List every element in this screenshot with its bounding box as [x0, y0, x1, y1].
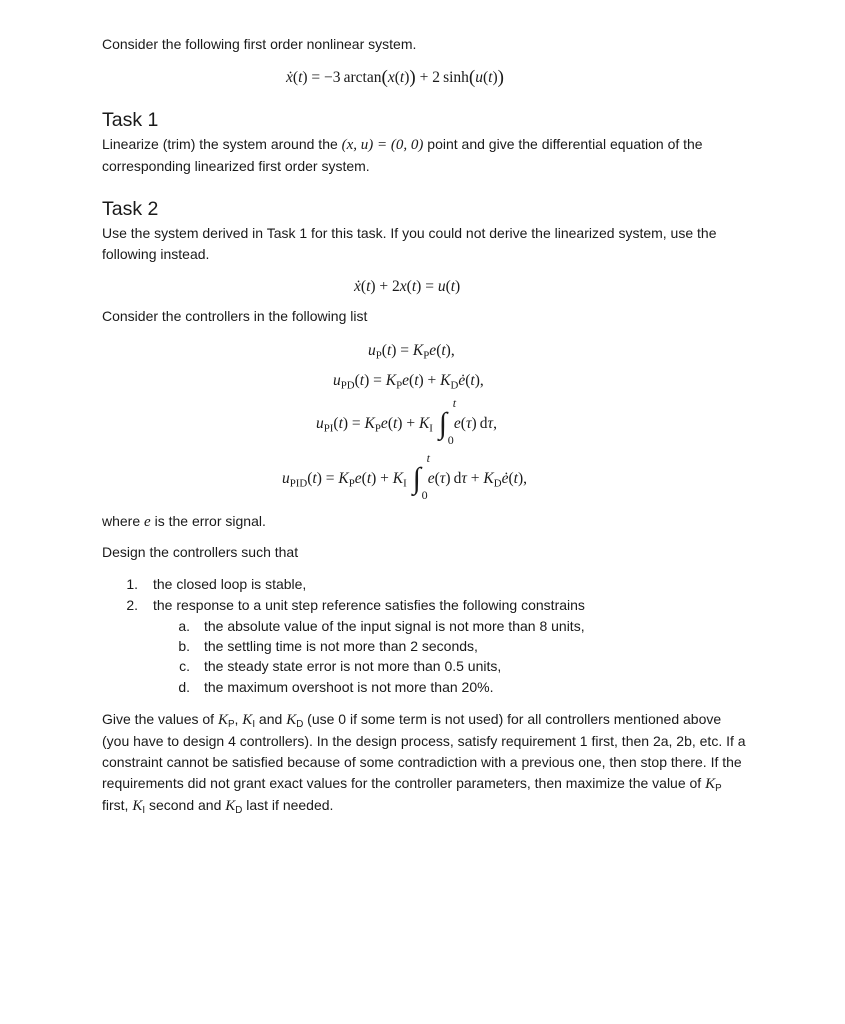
final-instructions: Give the values of $K_P$, $K_I$ and $K_D$ (use 0 if some term is not used) for all controllers mentioned above (you have to design 4 controllers). In the design process, satisfy requirement 1 first, then 2a, 2b, etc. If a constraint cannot be satisfied because of some contradiction with a previous one, then stop there. If the requirements did not grant exact values for the controller parameters, then maximize the value of $K_P$ first, $K_I$ second and $K_D$ last if needed. [102, 711, 746, 816]
nonlinear-equation: ẋ(t) = −3 arctan(x(t)) + 2 sinh(u(t)) [286, 67, 504, 88]
document-page: Consider the following first order nonlinear system. ẋ(t) = −3 arctan(x(t)) + 2 sinh(u(t)) Task 1 Linearize (trim) the system around the (x, u) = (0, 0) point and give the differential equation of the corresponding linearized first order system. Task 2 Use the system derived in Task 1 for this task. If you could not derive the linearized system, use the following instead. ẋ(t) + 2x(t) = u(t) Consider the controllers in the following list $u_P(t) = K_Pe(t)$, $u_{PD}(t) = K_Pe(t)$ + $K_Dė(t)$, $u_{PI}(t) = K_Pe(t) + K_I$ ∫ t 0 e(τ) dτ, $u_{PID}(t) = K_Pe(t) + K_I$ ∫ t 0 e(τ) $d\tau + K_Dė(t)$, where e is the error signal. Design the controllers such that 1. the closed loop is stable, 2. the response to a unit step reference satisfies the following constrains a. the absolute value of the input signal is not more than 8 units, b. the settling time is not more than 2 seconds, c. the steady state error is not more than 0.5 units, d. the maximum overshoot is not more than 20%. Give the values of $K_P$, $K_I$ and $K_D$ (use 0 if some term is not used) for all controllers mentioned above (you have to design 4 controllers). In the design process, satisfy requirement 1 first, then 2a, 2b, etc. If a constraint cannot be satisfied because of some contradiction with a previous one, then stop there. If the requirements did not grant exact values for the controller parameters, then maximize the value of $K_P$ first, $K_I$ second and $K_D$ last if needed. [0, 0, 845, 1024]
task2-text: Use the system derived in Task 1 for this task. If you could not derive the linearized system, use the following instead. [102, 225, 717, 262]
intro-text: Consider the following first order nonlinear system. [102, 36, 417, 52]
design-intro: Design the controllers such that [102, 544, 299, 560]
task1-text: Linearize (trim) the system around the (x, u) = (0, 0) point and give the differential equation of the corresponding linearized first order system. [102, 136, 703, 174]
pi-controller-equation: $u_{PI}(t) = K_Pe(t) + K_I$ ∫ t 0 e(τ) dτ, [316, 396, 497, 448]
pid-controller-equation: $u_{PID}(t) = K_Pe(t) + K_I$ ∫ t 0 e(τ) $d\tau + K_Dė(t)$, [282, 451, 528, 503]
task2-heading: Task 2 [102, 198, 159, 220]
trim-point: (x, u) = (0, 0) [341, 137, 424, 153]
error-signal-note: where e is the error signal. [102, 513, 266, 530]
task1-heading: Task 1 [102, 109, 159, 131]
p-controller-equation: $u_P(t) = K_Pe(t)$, [368, 342, 455, 362]
linear-equation: ẋ(t) + 2x(t) = u(t) [354, 278, 461, 295]
integral-sign: ∫ t 0 [438, 396, 457, 448]
controllers-intro: Consider the controllers in the following list [102, 308, 368, 324]
integral-sign: ∫ t 0 [412, 451, 430, 503]
pd-controller-equation: $u_{PD}(t) = K_Pe(t)$ + $K_Dė(t)$, [333, 372, 484, 392]
